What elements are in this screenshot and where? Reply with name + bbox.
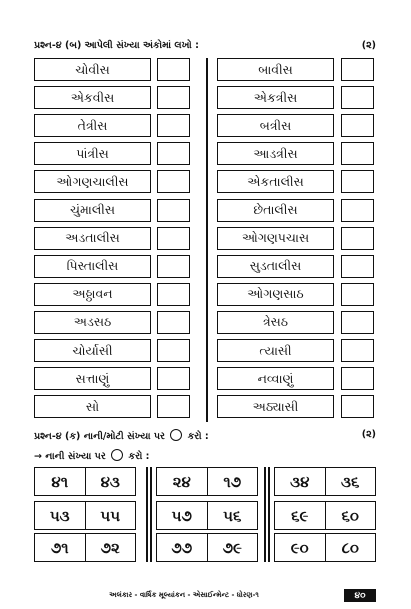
word-box-right: ઓગણપચાસ	[217, 227, 334, 250]
column-divider	[206, 58, 208, 422]
word-box-right: ઓગણસાઠ	[217, 283, 334, 306]
answer-box-left[interactable]	[157, 114, 190, 137]
answer-box-right[interactable]	[341, 395, 374, 418]
word-box-left: અઠ્ઠાવન	[34, 283, 151, 306]
instruction-line	[34, 449, 149, 462]
word-box-left: ઓગણચાલીસ	[34, 170, 151, 193]
group-divider	[146, 467, 148, 562]
number-cell[interactable]: ૫૭	[171, 506, 192, 525]
group-divider	[150, 467, 152, 562]
word-box-right: છેતાલીસ	[217, 199, 334, 222]
word-box-right: સુડતાલીસ	[217, 255, 334, 278]
instruction-text: → નાની સંખ્યા પર	[34, 451, 106, 462]
question-heading	[34, 40, 376, 51]
word-box-right: આડત્રીસ	[217, 142, 334, 165]
number-pair	[156, 467, 258, 496]
answer-box-left[interactable]	[157, 199, 190, 222]
answer-box-left[interactable]	[157, 58, 190, 81]
word-box-right: બાવીસ	[217, 58, 334, 81]
word-box-left: ચુંમાલીસ	[34, 199, 151, 222]
answer-box-left[interactable]	[157, 227, 190, 250]
word-box-left: એકવીસ	[34, 86, 151, 109]
footer-text: અલંકાર - વાર્ષિક મૂલ્યાંકન - એસાઈન્મેન્ટ - ધોરણ-૧	[109, 591, 259, 599]
number-cell[interactable]: ૭૧	[50, 538, 69, 557]
instruction-text-end: કરો :	[128, 451, 150, 462]
number-cell[interactable]: ૧૭	[207, 468, 258, 495]
answer-box-right[interactable]	[341, 199, 374, 222]
answer-box-right[interactable]	[341, 114, 374, 137]
number-pair	[34, 501, 136, 530]
answer-box-right[interactable]	[341, 142, 374, 165]
question-title: પ્રશ્ન-૪ (બ) આપેલી સંખ્યા અંકોમાં લખો :	[34, 40, 199, 51]
answer-box-right[interactable]	[341, 227, 374, 250]
answer-box-right[interactable]	[341, 339, 374, 362]
word-box-right: એકત્રીસ	[217, 86, 334, 109]
word-box-left: ચોર્યાસી	[34, 339, 151, 362]
group-divider	[264, 467, 266, 562]
answer-box-left[interactable]	[157, 170, 190, 193]
word-box-right: ત્યાસી	[217, 339, 334, 362]
answer-box-right[interactable]	[341, 255, 374, 278]
answer-box-left[interactable]	[157, 283, 190, 306]
answer-box-right[interactable]	[341, 58, 374, 81]
answer-box-right[interactable]	[341, 170, 374, 193]
answer-box-left[interactable]	[157, 255, 190, 278]
number-cell[interactable]: ૫૩	[49, 506, 70, 525]
answer-box-left[interactable]	[157, 339, 190, 362]
answer-box-left[interactable]	[157, 367, 190, 390]
question-marks: (૨)	[361, 40, 376, 51]
circle-icon	[170, 429, 182, 441]
word-box-right: બત્રીસ	[217, 114, 334, 137]
number-pair	[274, 533, 376, 562]
question-marks-2: (૨)	[361, 429, 376, 440]
circle-icon	[111, 449, 123, 461]
answer-box-right[interactable]	[341, 311, 374, 334]
number-cell[interactable]: ૬૦	[325, 502, 376, 529]
answer-box-left[interactable]	[157, 86, 190, 109]
word-box-right: ત્રેસઠ	[217, 311, 334, 334]
word-box-left: સો	[34, 395, 151, 418]
word-box-left: પાંત્રીસ	[34, 142, 151, 165]
number-cell[interactable]: ૫૬	[207, 502, 258, 529]
page-number: ૪૦	[344, 589, 376, 602]
number-cell[interactable]: ૬૯	[291, 506, 309, 525]
number-cell[interactable]: ૭૭	[171, 538, 193, 557]
number-cell[interactable]: ૭૨	[85, 534, 136, 561]
word-box-left: તેત્રીસ	[34, 114, 151, 137]
answer-box-left[interactable]	[157, 142, 190, 165]
number-cell[interactable]: ૨૪	[172, 472, 191, 491]
answer-box-right[interactable]	[341, 283, 374, 306]
number-pair	[156, 501, 258, 530]
question-title-2: પ્રશ્ન-૪ (ક) નાની/મોટી સંખ્યા પર	[34, 431, 165, 442]
page-footer	[34, 589, 376, 603]
word-box-left: પિસ્તાલીસ	[34, 255, 151, 278]
question-title-2-end: કરો :	[187, 431, 209, 442]
word-box-left: અડસઠ	[34, 311, 151, 334]
number-cell[interactable]: ૭૯	[207, 534, 258, 561]
number-pair	[34, 467, 136, 496]
number-cell[interactable]: ૯૦	[290, 538, 309, 557]
answer-box-left[interactable]	[157, 311, 190, 334]
number-pair	[34, 533, 136, 562]
word-box-left: અડતાલીસ	[34, 227, 151, 250]
number-cell[interactable]: ૮૦	[325, 534, 376, 561]
answer-box-right[interactable]	[341, 367, 374, 390]
number-cell[interactable]: ૩૬	[325, 468, 376, 495]
word-box-right: અઠ્યાસી	[217, 395, 334, 418]
number-pair	[274, 467, 376, 496]
number-pair	[274, 501, 376, 530]
number-cell[interactable]: ૪૩	[85, 468, 136, 495]
number-cell[interactable]: ૫૫	[85, 502, 136, 529]
answer-box-right[interactable]	[341, 86, 374, 109]
number-cell[interactable]: ૪૧	[51, 472, 69, 491]
word-box-left: સત્તાણું	[34, 367, 151, 390]
question-heading-2	[34, 429, 376, 442]
word-box-left: ચોવીસ	[34, 58, 151, 81]
number-cell[interactable]: ૩૪	[290, 472, 310, 491]
answer-box-left[interactable]	[157, 395, 190, 418]
group-divider	[268, 467, 270, 562]
number-pair	[156, 533, 258, 562]
word-box-right: એકતાલીસ	[217, 170, 334, 193]
word-box-right: નવ્વાણું	[217, 367, 334, 390]
